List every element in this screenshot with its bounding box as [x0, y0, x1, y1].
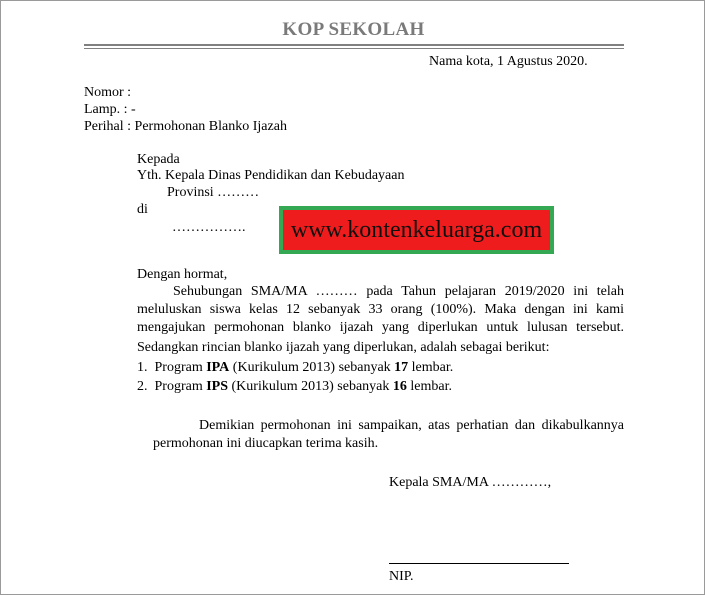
list-item-program: IPS [206, 379, 229, 394]
closing-line-2: permohonan ini diucapkan terima kasih. [153, 436, 379, 451]
place-date: Nama kota, 1 Agustus 2020. [429, 54, 588, 69]
watermark-text: www.kontenkeluarga.com [283, 210, 550, 250]
closing-line-1: Demikian permohonan ini sampaikan, atas perhatian dan dikabulkannya [199, 418, 624, 433]
paragraph-line-2: meluluskan siswa kelas 12 sebanyak 33 orang (100%). Maka dengan ini kami [137, 302, 624, 317]
list-item-number: 1. [137, 360, 148, 375]
lampiran-line: Lamp. : - [84, 102, 136, 117]
greeting: Dengan hormat, [137, 267, 228, 282]
watermark-banner [279, 206, 554, 254]
list-item [137, 378, 452, 395]
letterhead-rule-thin [84, 48, 624, 49]
list-item-prefix: Program [154, 360, 207, 375]
list-item-middle: (Kurikulum 2013) sebanyak [228, 379, 393, 394]
paragraph-line-1: Sehubungan SMA/MA ……… pada Tahun pelajaran 2019/2020 ini telah [173, 284, 624, 299]
perihal-line: Perihal : Permohonan Blanko Ijazah [84, 119, 287, 134]
letterhead-title: KOP SEKOLAH [282, 19, 425, 40]
list-item-prefix: Program [154, 379, 207, 394]
signature-title: Kepala SMA/MA …………, [389, 475, 552, 490]
list-item-suffix: lembar. [408, 360, 454, 375]
list-item-count: 17 [394, 360, 409, 375]
kepada-label: Kepada [137, 152, 180, 167]
paragraph-line-4: Sedangkan rincian blanko ijazah yang diperlukan, adalah sebagai berikut: [137, 340, 550, 355]
list-item-suffix: lembar. [406, 379, 452, 394]
list-item-number: 2. [137, 379, 148, 394]
recipient-yth: Yth. Kepala Dinas Pendidikan dan Kebudayaan [137, 168, 405, 183]
signature-line [389, 563, 569, 564]
list-item-count: 16 [392, 379, 407, 394]
signature-nip: NIP. [389, 569, 414, 584]
list-item-program: IPA [206, 360, 230, 375]
list-item [137, 359, 453, 376]
nomor-line: Nomor : [84, 85, 132, 100]
paragraph-line-3: mengajukan permohonan blanko ijazah yang diperlukan untuk lulusan tersebut. [137, 320, 624, 335]
recipient-tempat: ……………. [172, 220, 246, 235]
letterhead-rule-thick [84, 44, 624, 46]
recipient-provinsi: Provinsi ……… [167, 185, 260, 200]
list-item-middle: (Kurikulum 2013) sebanyak [229, 360, 395, 375]
recipient-di: di [137, 202, 148, 217]
